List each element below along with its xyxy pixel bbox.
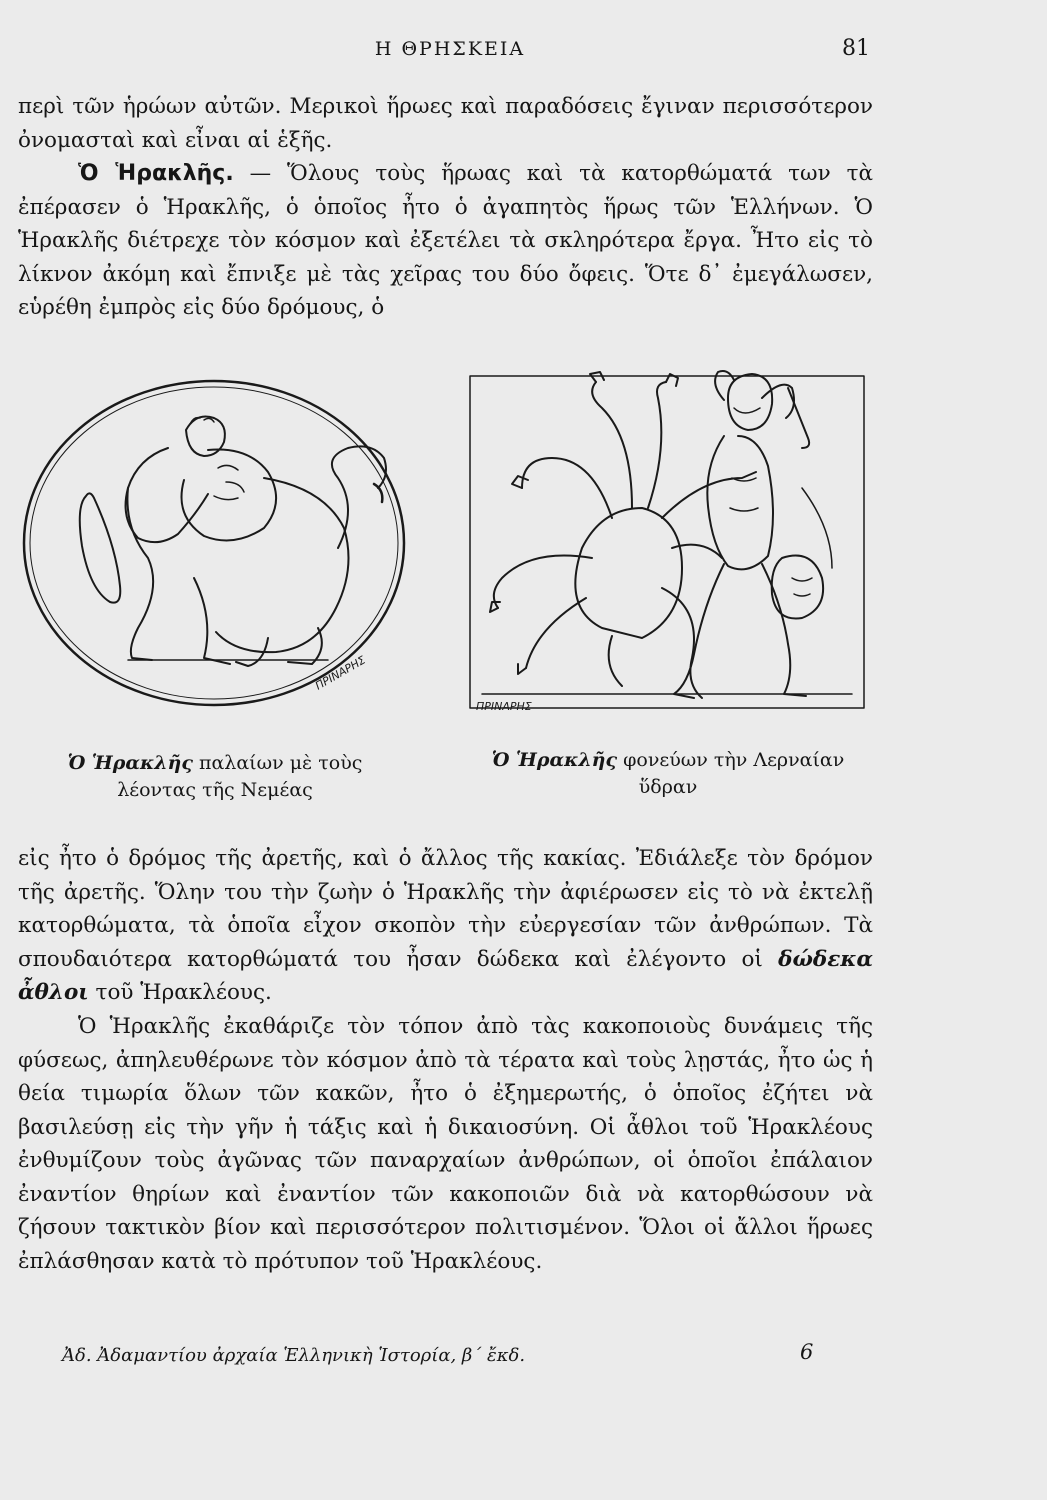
caption-left-text: παλαίων μὲ τοὺς λέοντας τῆς Νεμέας <box>117 752 363 801</box>
paragraph-3 <box>18 842 873 1010</box>
paragraph-1: περὶ τῶν ἡρώων αὐτῶν. Μερικοὶ ἥρωες καὶ παραδόσεις ἔγιναν περισσότερον ὀνομασταὶ καὶ εἶναι αἱ ἑξῆς. <box>18 94 873 153</box>
section-heading: Ὁ Ἡρακλῆς. <box>78 161 234 186</box>
caption-left <box>40 750 390 804</box>
figure-heracles-lion <box>18 378 418 708</box>
running-title: Η ΘΡΗΣΚΕΙΑ <box>374 38 526 60</box>
left-artist-signature: ΠΡΙΝΑΡΗΣ <box>313 653 368 693</box>
heracles-lion-illustration <box>18 378 418 708</box>
twelve-labours-emphasis: δώδεκα ἆθλοι <box>18 946 873 1005</box>
heading-dash: — <box>233 161 288 186</box>
paragraph-2 <box>18 157 873 325</box>
paragraph-4: Ὁ Ἡρακλῆς ἐκαθάριζε τὸν τόπον ἀπὸ τὰς κακοποιοὺς δυνάμεις τῆς φύσεως, ἀπηλευθέρωνε τὸν κόσμον ἀπὸ τὰ τέρατα καὶ τοὺς λῃστάς, ἦτο ὡς ἡ θεία τιμωρία ὅλων τῶν κακῶν, ἦτο ὁ ἐξημερωτής, ὁ ὁποῖος ἐζήτει νὰ βασιλεύσῃ εἰς τὴν γῆν ἡ τάξις καὶ ἡ δικαιοσύνη. Οἱ ἆθλοι τοῦ Ἡρακλέους ἐνθυμίζουν τοὺς ἀγῶνας τῶν παναρχαίων ἀνθρώπων, οἱ ὁποῖοι ἐπάλαιον ἐναντίον θηρίων καὶ ἐναντίον τῶν κακοποιῶν διὰ νὰ κατορθώσουν νὰ ζήσουν τακτικὸν βίον καὶ περισσότερον πολιτισμένον. Ὅλοι οἱ ἄλλοι ἥρωες ἐπλάσθησαν κατὰ τὸ πρότυπον τοῦ Ἡρακλέους. <box>18 1014 873 1274</box>
caption-right-text: φονεύων τὴν Λερναίαν ὕδραν <box>623 749 845 798</box>
paragraph-3-text-before: εἰς ἦτο ὁ δρόμος τῆς ἀρετῆς, καὶ ὁ ἄλλος τῆς κακίας. Ἐδιάλεξε τὸν δρόμον τῆς ἀρετῆς. Ὅλην του τὴν ζωὴν ὁ Ἡρακλῆς τὴν ἀφιέρωσεν εἰς τὸ νὰ ἐκτελῇ κατορθώματα, τὰ ὁποῖα εἶχον σκοπὸν τὴν εὐεργεσίαν τῶν ἀνθρώπων. Τὰ σπουδαιότερα κατορθώματά του ἦσαν δώδεκα καὶ ἐλέγοντο οἱ <box>18 846 873 972</box>
figure-heracles-hydra <box>462 368 872 713</box>
heracles-hydra-illustration <box>462 368 872 713</box>
footer-reference: Ἀδ. Ἀδαμαντίου ἀρχαία Ἑλληνικὴ Ἱστορία, β΄ ἔκδ. <box>62 1345 526 1366</box>
paragraph-2-text: Ὅλους τοὺς ἥρωας καὶ τὰ κατορθώματά των τὰ ἐπέρασεν ὁ Ἡρακλῆς, ὁ ὁποῖος ἦτο ὁ ἀγαπητὸς ἥρως τῶν Ἑλλήνων. Ὁ Ἡρακλῆς διέτρεχε τὸν κόσμον καὶ ἐξετέλει τὰ σκληρότερα ἔργα. Ἦτο εἰς τὸ λίκνον ἀκόμη καὶ ἔπνιξε μὲ τὰς χεῖρας του δύο ὄφεις. Ὅτε δ᾽ ἐμεγάλωσεν, εὑρέθη ἐμπρὸς εἰς δύο δρόμους, ὁ <box>18 161 874 320</box>
page-number: 81 <box>842 36 870 61</box>
paragraph-3-text-after: τοῦ Ἡρακλέους. <box>88 980 272 1005</box>
signature-mark: 6 <box>800 1340 814 1364</box>
right-artist-signature: ΠΡΙΝΑΡΗΣ <box>476 700 532 713</box>
caption-left-name: Ὁ Ἡρακλῆς <box>67 752 193 774</box>
caption-right <box>478 747 858 801</box>
caption-right-name: Ὁ Ἡρακλῆς <box>491 749 618 771</box>
